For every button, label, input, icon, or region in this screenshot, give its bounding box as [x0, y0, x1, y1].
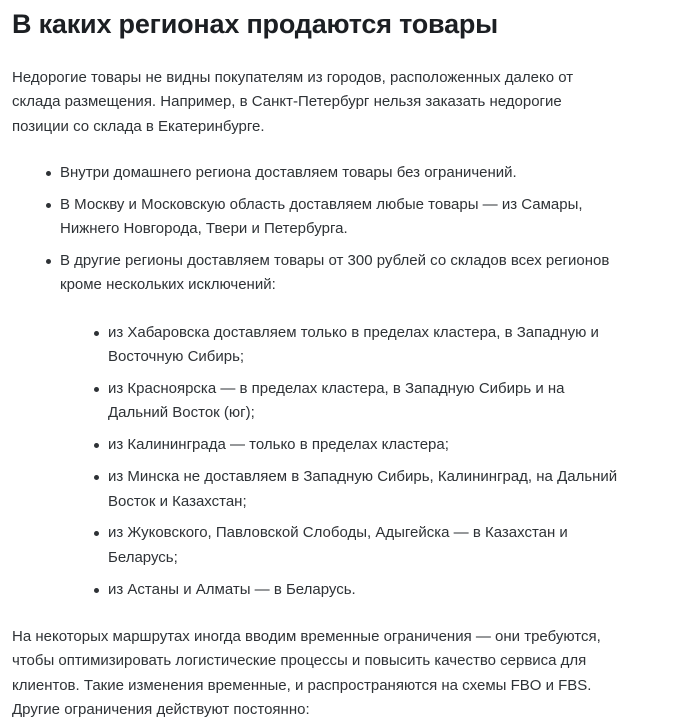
list-item-text: Нижнего Новгорода, Твери и Петербурга.	[60, 220, 348, 238]
list-item	[108, 521, 658, 570]
exceptions-list	[108, 321, 658, 610]
list-item-text: Беларусь;	[108, 548, 178, 566]
list-item-text: В Москву и Московскую область доставляем любые товары — из Самары,	[60, 195, 583, 213]
list-item-text: из Астаны и Алматы — в Беларусь.	[108, 580, 356, 598]
intro-line: Недорогие товары не видны покупателям из городов, расположенных далеко от	[12, 69, 574, 86]
list-item-text: из Жуковского, Павловской Слободы, Адыгейска — в Казахстан и	[108, 524, 568, 542]
list-item	[108, 433, 658, 457]
intro-line: позиции со склада в Екатеринбурге.	[12, 117, 265, 135]
list-item	[60, 161, 660, 185]
list-item-text: из Калининграда — только в пределах кластера;	[108, 436, 449, 454]
list-item	[108, 377, 658, 426]
outro-line: На некоторых маршрутах иногда вводим временные ограничения — они требуются,	[12, 628, 601, 645]
page-title: В каких регионах продаются товары	[12, 9, 499, 39]
list-item	[108, 578, 658, 602]
list-item-text: Дальний Восток (юг);	[108, 404, 255, 422]
list-item	[108, 465, 658, 514]
list-item-text: Внутри домашнего региона доставляем товары без ограничений.	[60, 164, 517, 181]
list-item-text: Восток и Казахстан;	[108, 492, 247, 510]
intro-line: склада размещения. Например, в Санкт-Петербург нельзя заказать недорогие	[12, 93, 562, 111]
list-item-text: из Красноярска — в пределах кластера, в Западную Сибирь и на	[108, 380, 565, 398]
list-item-text: Восточную Сибирь;	[108, 348, 245, 366]
list-item-text: В другие регионы доставляем товары от 300 рублей со складов всех регионов	[60, 251, 610, 269]
intro-paragraph	[12, 66, 573, 139]
list-item	[60, 193, 660, 242]
list-item-text: из Хабаровска доставляем только в пределах кластера, в Западную и	[108, 324, 599, 341]
regions-list	[60, 161, 660, 305]
outro-line: клиентов. Такие изменения временные, и распространяются на схемы FBO и FBS.	[12, 676, 592, 694]
outro-line: чтобы оптимизировать логистические процессы и повысить качество сервиса для	[12, 652, 587, 670]
list-item	[60, 249, 660, 298]
list-item-text: кроме нескольких исключений:	[60, 276, 276, 294]
list-item	[108, 321, 658, 370]
outro-line: Другие ограничения действуют постоянно:	[12, 700, 310, 718]
outro-paragraph	[12, 625, 601, 722]
list-item-text: из Минска не доставляем в Западную Сибирь, Калининград, на Дальний	[108, 468, 618, 486]
